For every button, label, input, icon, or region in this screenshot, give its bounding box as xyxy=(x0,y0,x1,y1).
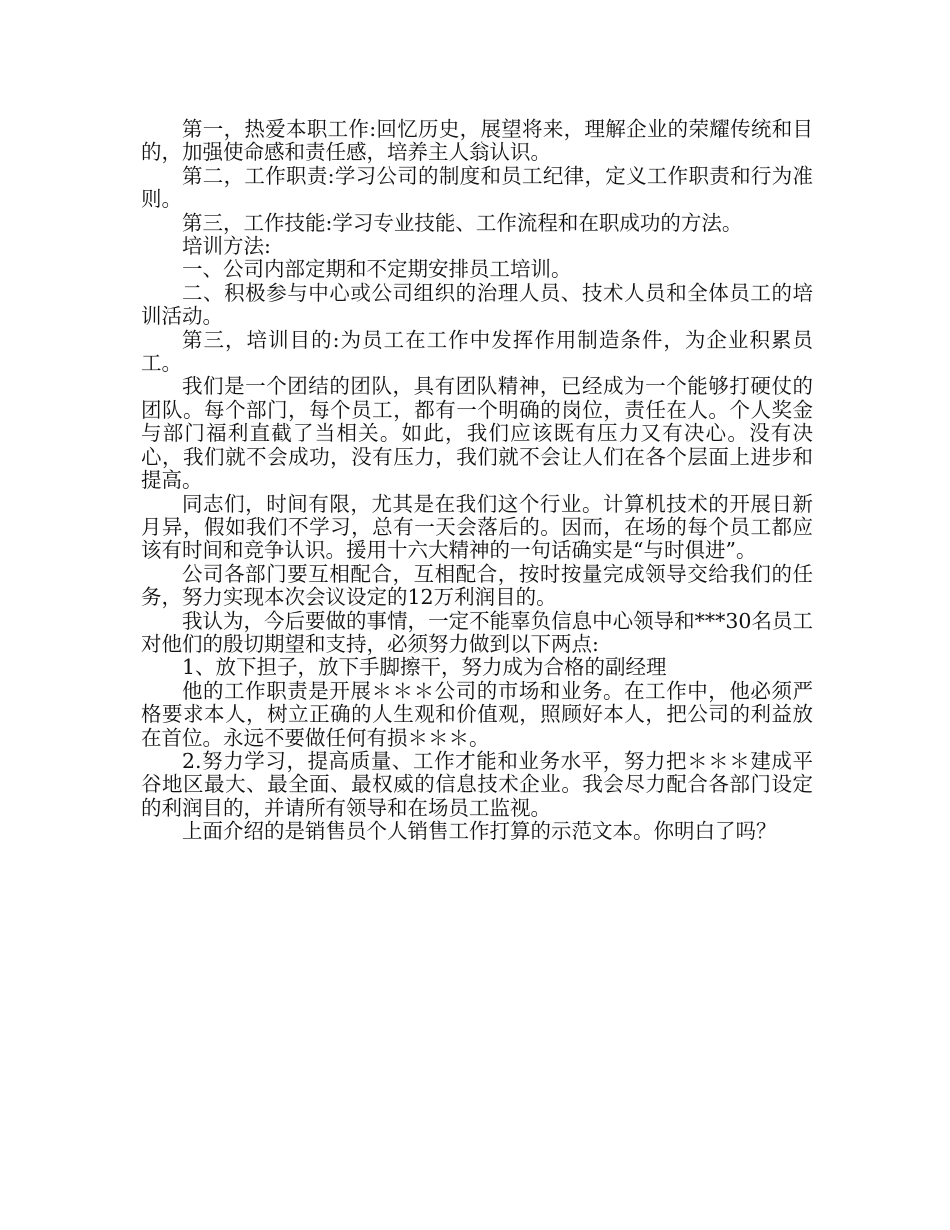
paragraph-7: 第三，培训目的:为员工在工作中发挥作用制造条件，为企业积累员工。 xyxy=(141,327,813,376)
paragraph-4: 培训方法: xyxy=(182,234,271,259)
paragraph-5: 一、公司内部定期和不定期安排员工培训。 xyxy=(182,257,572,282)
paragraph-10: 公司各部门要互相配合，互相配合，按时按量完成领导交给我们的任务，努力实现本次会议设定的12万利润目的。 xyxy=(141,561,813,610)
paragraph-9: 同志们，时间有限，尤其是在我们这个行业。计算机技术的开展日新月异，假如我们不学习，总有一天会落后的。因而，在场的每个员工都应该有时间和竞争认识。援用十六大精神的一句话确实是“与时俱进”。 xyxy=(141,491,813,563)
paragraph-14: 2.努力学习，提高质量、工作才能和业务水平，努力把＊＊＊建成平谷地区最大、最全面、最权威的信息技术企业。我会尽力配合各部门设定的利润目的，并请所有领导和在场员工监视。 xyxy=(141,748,813,820)
document-body xyxy=(141,118,813,844)
paragraph-3: 第三，工作技能:学习专业技能、工作流程和在职成功的方法。 xyxy=(182,210,743,235)
paragraph-12: 1、放下担子，放下手脚擦干，努力成为合格的副经理 xyxy=(182,655,667,680)
paragraph-13: 他的工作职责是开展＊＊＊公司的市场和业务。在工作中，他必须严格要求本人，树立正确的人生观和价值观，照顾好本人，把公司的利益放在首位。永远不要做任何有损＊＊＊。 xyxy=(141,678,813,750)
paragraph-15: 上面介绍的是销售员个人销售工作打算的示范文本。你明白了吗？ xyxy=(182,819,777,844)
paragraph-11: 我认为，今后要做的事情，一定不能辜负信息中心领导和***30名员工对他们的殷切期望和支持，必须努力做到以下两点: xyxy=(141,608,813,656)
paragraph-6: 二、积极参与中心或公司组织的治理人员、技术人员和全体员工的培训活动。 xyxy=(141,280,813,329)
paragraph-2: 第二，工作职责:学习公司的制度和员工纪律，定义工作职责和行为准则。 xyxy=(141,163,813,212)
paragraph-8: 我们是一个团结的团队，具有团队精神，已经成为一个能够打硬仗的团队。每个部门，每个员工，都有一个明确的岗位，责任在人。个人奖金与部门福利直截了当相关。如此，我们应该既有压力又有决心。没有决心，我们就不会成功，没有压力，我们就不会让人们在各个层面上进步和提高。 xyxy=(141,374,813,493)
paragraph-1: 第一，热爱本职工作:回忆历史，展望将来，理解企业的荣耀传统和目的，加强使命感和责任感，培养主人翁认识。 xyxy=(141,117,813,165)
